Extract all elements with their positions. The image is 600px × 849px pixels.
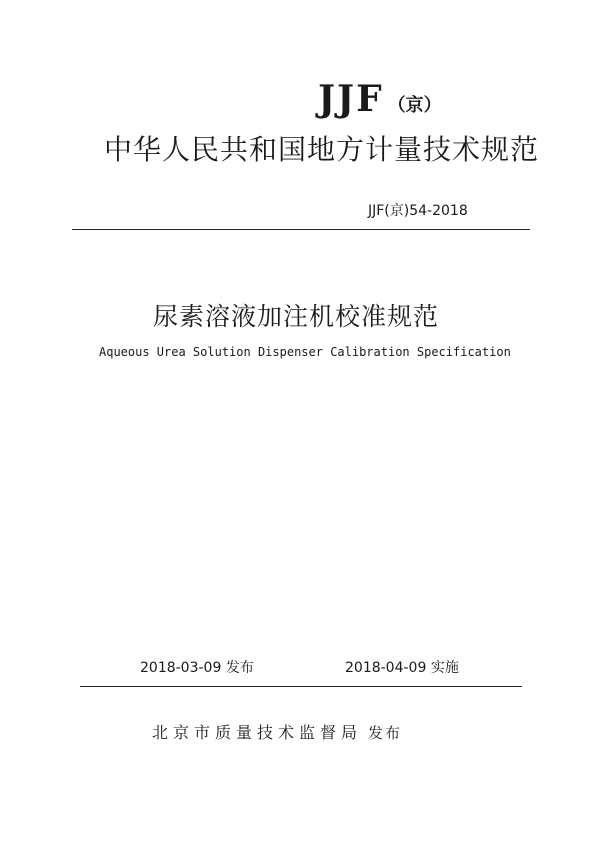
logo-sub-text: （京）: [387, 95, 442, 116]
bottom-divider: [80, 686, 522, 687]
effective-label: 实施: [430, 660, 459, 676]
document-title-en: Aqueous Urea Solution Dispenser Calibration Specification: [99, 345, 511, 359]
effective-date: 2018-04-09: [345, 660, 427, 676]
logo-main-text: JJF: [318, 78, 384, 120]
publisher-line: [152, 720, 402, 743]
publisher-name: 北京市质量技术监督局: [152, 723, 363, 742]
publisher-verb: 发布: [368, 724, 403, 742]
issue-label: 发布: [225, 660, 254, 676]
issue-date-line: [140, 657, 254, 677]
effective-date-line: [345, 657, 459, 677]
series-title: 中华人民共和国地方计量技术规范: [104, 133, 540, 166]
issue-date: 2018-03-09: [140, 660, 222, 676]
standard-code: JJF(京)54-2018: [368, 203, 468, 219]
top-divider: [72, 229, 530, 230]
jjf-logo: [318, 78, 442, 120]
document-title-cn: 尿素溶液加注机校准规范: [153, 302, 440, 331]
